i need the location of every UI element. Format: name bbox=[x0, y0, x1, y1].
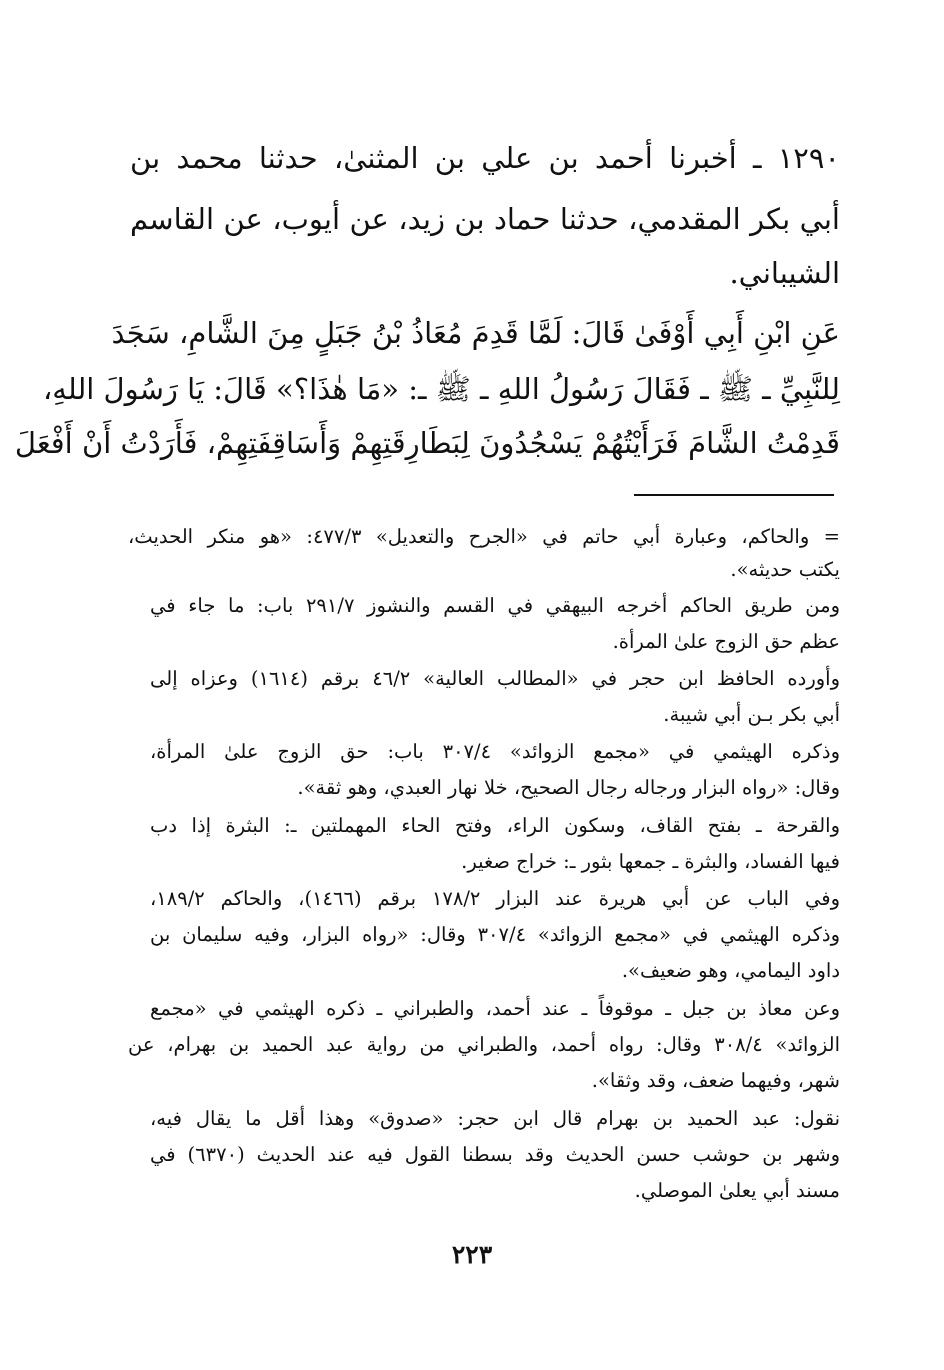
footnote-line: فيها الفساد، والبثرة ـ جمعها بثور ـ: خراج صغير. bbox=[461, 850, 840, 873]
footnote-line: شهر، وفيهما ضعف، وقد وثقا». bbox=[591, 1069, 840, 1092]
footnote-line: مسند أبي يعلىٰ الموصلي. bbox=[634, 1179, 840, 1202]
footnote-line: نقول: عبد الحميد بن بهرام قال ابن حجر: «صدوق» وهذا أقل ما يقال فيه، bbox=[150, 1107, 840, 1130]
footnote-line: أبي بكر بـن أبي شيبة. bbox=[663, 703, 840, 726]
footnote-line: يكتب حديثه». bbox=[730, 558, 840, 581]
matn-line-2: لِلنَّبِيِّ ـ ﷺ ـ فَقَالَ رَسُولُ اللهِ ـ ﷺ ـ: «مَا هٰذَا؟» قَالَ: يَا رَسُولَ اللهِ، bbox=[42, 372, 840, 406]
footnote-line: وذكره الهيثمي في «مجمع الزوائد» ٣٠٧/٤ وقال: «رواه البزار، وفيه سليمان بن bbox=[150, 923, 841, 946]
footnote-separator bbox=[634, 494, 834, 496]
footnote-line: وقال: «رواه البزار ورجاله رجال الصحيح، خلا نهار العبدي، وهو ثقة». bbox=[297, 776, 840, 799]
footnote-line: وأورده الحافظ ابن حجر في «المطالب العالية» ٤٦/٢ برقم (١٦١٤) وعزاه إلى bbox=[150, 667, 840, 690]
footnote-line: وذكره الهيثمي في «مجمع الزوائد» ٣٠٧/٤ باب: حق الزوج علىٰ المرأة، bbox=[150, 740, 840, 763]
footnote-line: داود اليمامي، وهو ضعيف». bbox=[621, 959, 840, 982]
footnote-line: عظم حق الزوج علىٰ المرأة. bbox=[612, 630, 840, 653]
matn-line-1: عَنِ ابْنِ أَبِي أَوْفَىٰ قَالَ: لَمَّا قَدِمَ مُعَاذُ بْنُ جَبَلٍ مِنَ الشَّامِ، سَجَدَ bbox=[111, 316, 840, 350]
isnad-line-1: ١٢٩٠ ـ أخبرنا أحمد بن علي بن المثنىٰ، حدثنا محمد بن bbox=[130, 141, 840, 175]
page-number: ٢٢٣ bbox=[451, 1240, 493, 1269]
footnote-line: الزوائد» ٣٠٨/٤ وقال: رواه أحمد، والطبراني من رواية عبد الحميد بن بهرام، عن bbox=[128, 1033, 840, 1056]
footnote-line: وشهر بن حوشب حسن الحديث وقد بسطنا القول فيه عند الحديث (٦٣٧٠) في bbox=[150, 1143, 840, 1166]
isnad-line-3: الشيباني. bbox=[729, 256, 840, 290]
isnad-line-2: أبي بكر المقدمي، حدثنا حماد بن زيد، عن أيوب، عن القاسم bbox=[130, 202, 840, 236]
footnote-line: = والحاكم، وعبارة أبي حاتم في «الجرح والتعديل» ٤٧٧/٣: «هو منكر الحديث، bbox=[128, 525, 840, 548]
footnote-line: والقرحة ـ بفتح القاف، وسكون الراء، وفتح الحاء المهملتين ـ: البثرة إذا دب bbox=[150, 814, 840, 837]
footnote-line: ومن طريق الحاكم أخرجه البيهقي في القسم والنشوز ٢٩١/٧ باب: ما جاء في bbox=[150, 594, 840, 617]
footnote-line: وعن معاذ بن جبل ـ موقوفاً ـ عند أحمد، والطبراني ـ ذكره الهيثمي في «مجمع bbox=[150, 997, 840, 1020]
footnote-line: وفي الباب عن أبي هريرة عند البزار ١٧٨/٢ برقم (١٤٦٦)، والحاكم ١٨٩/٢، bbox=[150, 887, 840, 910]
matn-line-3: قَدِمْتُ الشَّامَ فَرَأَيْتُهُمْ يَسْجُدُونَ لِبَطَارِقَتِهِمْ وَأَسَاقِفَتِهِمْ، فَأَرَدْتُ أَنْ أَفْعَلَ bbox=[14, 426, 840, 460]
